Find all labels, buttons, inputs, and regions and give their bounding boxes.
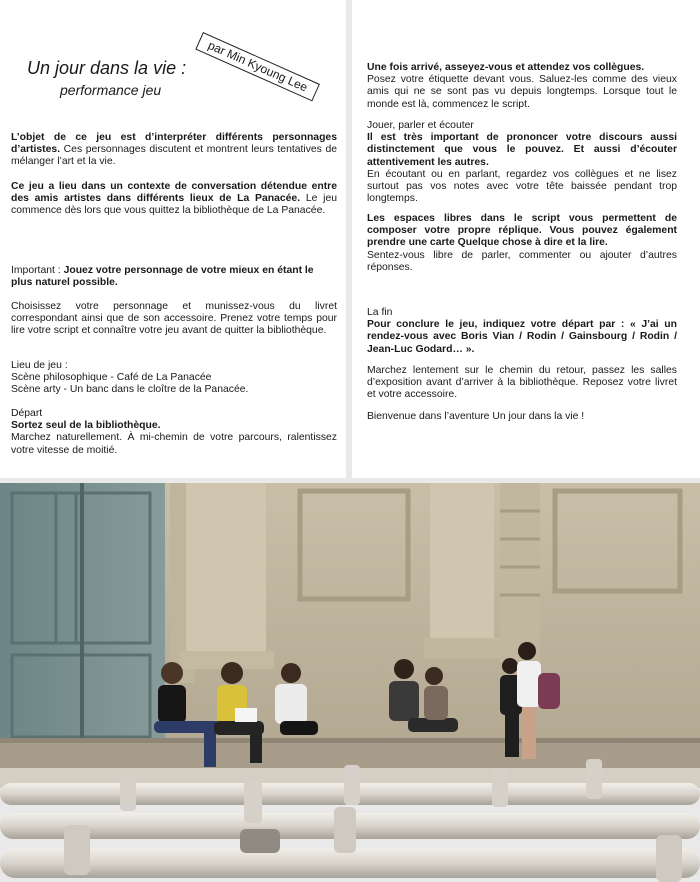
jouer-section <box>367 120 677 205</box>
author-stamp: par Min Kyoung Lee <box>195 32 320 101</box>
espaces-text: Sentez-vous libre de parler, commenter ou ajouter d’autres réponses. <box>367 249 677 273</box>
intro-paragraph-2 <box>11 181 337 218</box>
espaces-bold: Les espaces libres dans le script vous permettent de composer votre propre réplique. Vous pouvez également prendre une carte Quelque chose à dire et la lire. <box>367 213 677 249</box>
bienvenue-paragraph <box>367 411 677 423</box>
fin-heading: La fin <box>367 307 393 318</box>
intro2-rest: Le jeu commence dès lors que vous quittez la bibliothèque de La Panacée. <box>11 193 338 217</box>
bienvenue-text: Bienvenue dans l’aventure Un jour dans la vie ! <box>367 411 585 422</box>
depart-heading: Départ <box>11 408 43 419</box>
left-page <box>0 0 346 478</box>
intro1-bold: L’objet de ce jeu est d’interpréter différents personnages d’artistes. <box>11 132 337 156</box>
important-bold: Jouez votre personnage de votre mieux en étant le plus naturel possible. <box>11 265 314 289</box>
retour-text: Marchez lentement sur le chemin du retour, passez les salles d’exposition avant d’arriver à la bibliothèque. Reposez votre livret et votre accessoire. <box>367 365 677 401</box>
photo-illustration <box>0 483 700 882</box>
performance-photo <box>0 483 700 882</box>
important-paragraph <box>11 265 337 289</box>
jouer-bold: Il est très important de prononcer votre discours aussi distinctement que vous le pouvez. Et aussi d’écouter attentivement les autres. <box>367 132 677 168</box>
jouer-text: En écoutant ou en parlant, regardez vos collègues et ne lisez surtout pas vos notes avec votre tête baissée pendant trop longtemps. <box>367 168 677 205</box>
page-title: Un jour dans la vie : <box>27 58 187 78</box>
fin-bold: Pour conclure le jeu, indiquez votre départ par : « J’ai un rendez-vous avec Boris Vian / Rodin / Gainsbourg / Rodin / Jean-Luc Godard… ». <box>367 319 677 355</box>
intro-paragraph-1 <box>11 132 337 169</box>
fin-section <box>367 307 677 356</box>
intro2-bold: Ce jeu a lieu dans un contexte de conversation détendue entre des amis artistes dans différents lieux de La Panacée. <box>11 181 337 205</box>
espaces-paragraph <box>367 213 677 274</box>
depart-text: Marchez naturellement. À mi-chemin de votre parcours, ralentissez votre vitesse de moitié. <box>11 432 337 456</box>
depart-section <box>11 408 337 457</box>
lieu-line-1: Scène philosophique - Café de La Panacée <box>11 372 212 384</box>
choose-text: Choisissez votre personnage et munissez-vous du livret correspondant ainsi que de son accessoire. Prenez votre temps pour lire votre script et connaître votre jeu avant de quitter la bibliothèque. <box>11 301 337 337</box>
choose-paragraph <box>11 301 337 338</box>
depart-bold: Sortez seul de la bibliothèque. <box>11 420 161 432</box>
lieu-line-2: Scène arty - Un banc dans le cloître de la Panacée. <box>11 384 249 396</box>
retour-paragraph <box>367 365 677 402</box>
intro1-rest: Ces personnages discutent et montrent leurs tentatives de mélanger l’art et la vie. <box>11 144 337 168</box>
page-subtitle: performance jeu <box>60 82 162 98</box>
important-label: Important : <box>11 265 64 276</box>
arrive-text: Posez votre étiquette devant vous. Saluez-les comme des vieux amis qui ne se sont pas vu depuis longtemps. Lorsque tout le monde est là, commencez le script. <box>367 74 677 110</box>
jouer-heading: Jouer, parler et écouter <box>367 120 474 131</box>
arrive-bold: Une fois arrivé, asseyez-vous et attendez vos collègues. <box>367 62 645 73</box>
arrive-paragraph <box>367 62 677 111</box>
lieu-heading: Lieu de jeu : <box>11 360 68 371</box>
lieu-section <box>11 360 337 397</box>
